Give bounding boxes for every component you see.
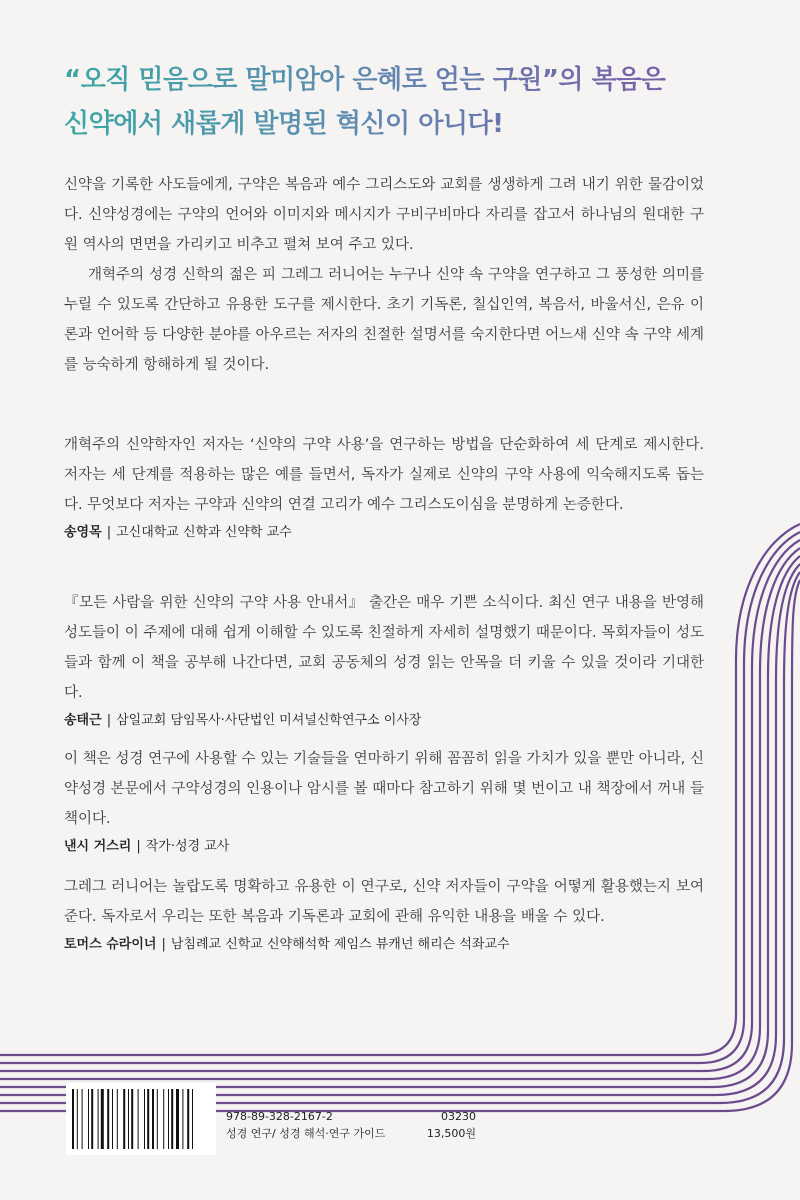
- review-attribution: [64, 834, 704, 860]
- reviewer-name: 송영목: [64, 525, 102, 540]
- reviewer-role: 작가·성경 교사: [145, 839, 230, 854]
- reviewer-name: 토머스 슈라이너: [64, 937, 157, 952]
- review-2: [64, 588, 704, 734]
- intro-paragraph-2: 개혁주의 성경 신학의 젊은 피 그레그 러니어는 누구나 신약 속 구약을 연구하고 그 풍성한 의미를 누릴 수 있도록 간단하고 유용한 도구를 제시한다. 초기 기독론, 칠십인역, 복음서, 바울서신, 은유 이론과 언어학 등 다양한 분야를 아우르는 저자의 친절한 설명서를 숙지한다면 어느새 신약 속 구약 세계를 능숙하게 항해하게 될 것이다.: [64, 267, 704, 373]
- book-price: 13,500원: [426, 1127, 476, 1140]
- attribution-separator: |: [106, 713, 112, 728]
- book-category: 성경 연구/ 성경 해석·연구 가이드: [226, 1127, 386, 1140]
- attribution-separator: |: [136, 839, 141, 854]
- attribution-separator: |: [161, 937, 166, 952]
- reviewer-name: 송태근: [64, 713, 102, 728]
- reviewer-role: 고신대학교 신학과 신약학 교수: [116, 525, 292, 540]
- reviewer-role: 남침례교 신학교 신약해석학 제임스 뷰캐넌 해리슨 석좌교수: [170, 937, 510, 952]
- review-attribution: [64, 932, 704, 958]
- barcode-bars: [66, 1083, 216, 1155]
- review-attribution: [64, 520, 704, 546]
- review-text: 『모든 사람을 위한 신약의 구약 사용 안내서』 출간은 매우 기쁜 소식이다. 최신 연구 내용을 반영해 성도들이 이 주제에 대해 쉽게 이해할 수 있도록 친절하게 자세히 설명했기 때문이다. 목회자들이 성도들과 함께 이 책을 공부해 나간다면, 교회 공동체의 성경 읽는 안목을 더 키울 수 있을 것이라 기대한다.: [64, 595, 704, 701]
- review-attribution: [64, 708, 704, 734]
- review-text: 그레그 러니어는 놀랍도록 명확하고 유용한 이 연구로, 신약 저자들이 구약을 어떻게 활용했는지 보여 준다. 독자로서 우리는 또한 복음과 기독론과 교회에 관해 유익한 내용을 배울 수 있다.: [64, 879, 704, 925]
- book-info: [226, 1108, 476, 1142]
- review-3: [64, 744, 704, 860]
- intro-section: [64, 170, 704, 380]
- isbn-number: 978-89-328-2167-2: [226, 1110, 333, 1123]
- review-text: 이 책은 성경 연구에 사용할 수 있는 기술들을 연마하기 위해 꼼꼼히 읽을 가치가 있을 뿐만 아니라, 신약성경 본문에서 구약성경의 인용이나 암시를 볼 때마다 참고하기 위해 몇 번이고 내 책장에서 꺼내 들 책이다.: [64, 751, 704, 827]
- attribution-separator: |: [106, 525, 112, 540]
- headline: [64, 58, 704, 146]
- barcode: [66, 1083, 216, 1155]
- review-text: 개혁주의 신약학자인 저자는 ‘신약의 구약 사용’을 연구하는 방법을 단순화하여 세 단계로 제시한다. 저자는 세 단계를 적용하는 많은 예를 들면서, 독자가 실제로 신약의 구약 사용에 익숙해지도록 돕는다. 무엇보다 저자는 구약과 신약의 연결 고리가 예수 그리스도이심을 분명하게 논증한다.: [64, 437, 704, 513]
- headline-line-1: “오직 믿음으로 말미암아 은혜로 얻는 구원”의 복음은: [64, 65, 666, 95]
- review-1: [64, 430, 704, 546]
- reviewer-role: 삼일교회 담임목사·사단법인 미셔널신학연구소 이사장: [116, 713, 422, 728]
- reviewer-name: 낸시 거스리: [64, 839, 132, 854]
- headline-line-2: 신약에서 새롭게 발명된 혁신이 아니다!: [64, 109, 504, 139]
- review-4: [64, 872, 704, 958]
- intro-paragraph-1: 신약을 기록한 사도들에게, 구약은 복음과 예수 그리스도와 교회를 생생하게 그려 내기 위한 물감이었다. 신약성경에는 구약의 언어와 이미지와 메시지가 구비구비마다 자리를 잡고서 하나님의 원대한 구원 역사의 면면을 가리키고 비추고 펼쳐 보여 주고 있다.: [64, 177, 704, 253]
- add-on-code: 03230: [441, 1110, 476, 1123]
